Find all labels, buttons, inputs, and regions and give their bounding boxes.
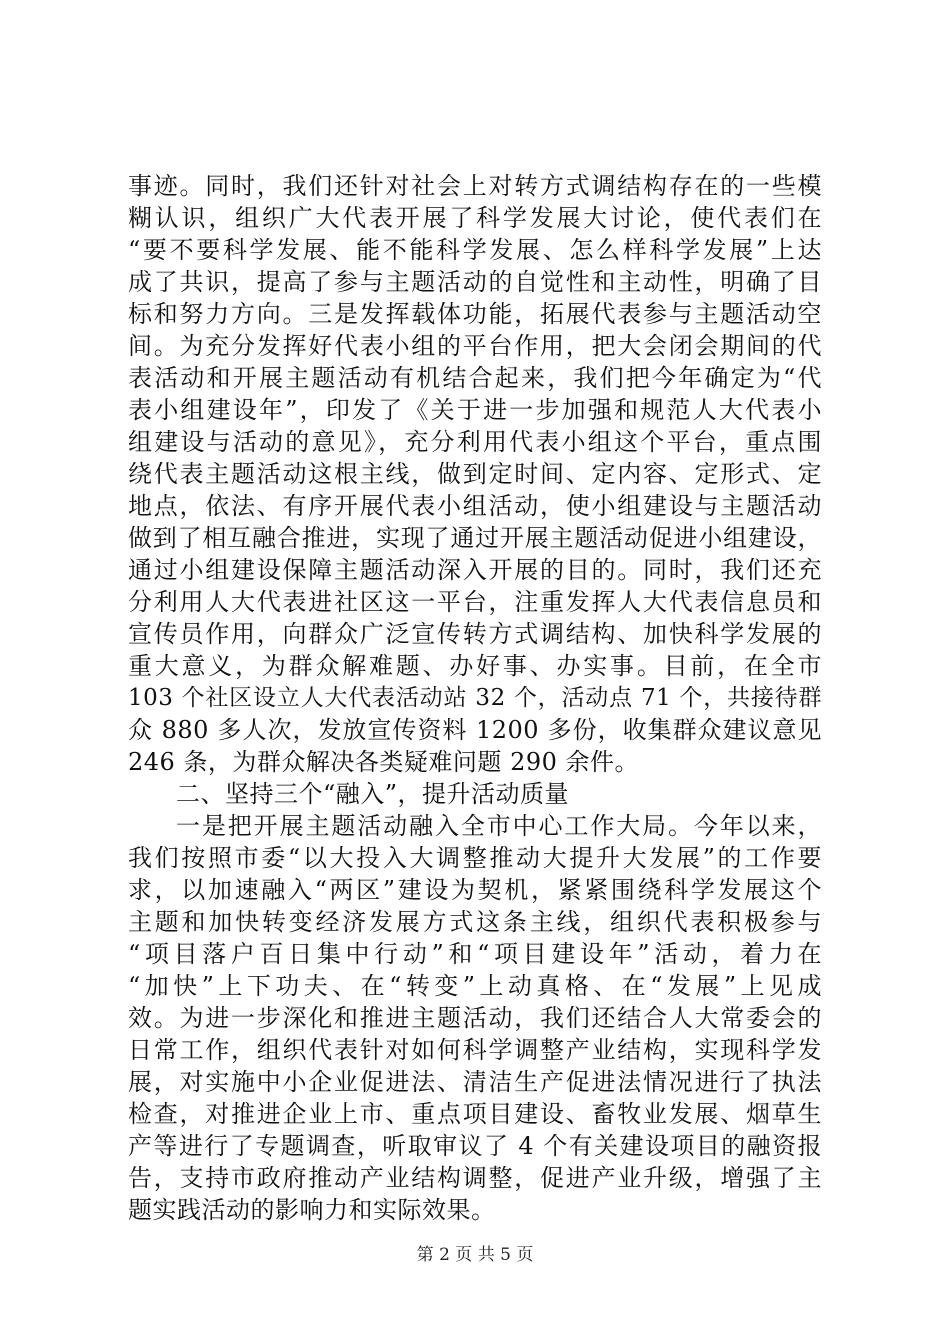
paragraph-line: 求，以加速融入“两区”建设为契机，紧紧围绕科学发展这个 — [128, 876, 822, 904]
paragraph-line: 表活动和开展主题活动有机结合起来，我们把今年确定为“代 — [128, 364, 822, 392]
paragraph-line: 表小组建设年”，印发了《关于进一步加强和规范人大代表小 — [128, 396, 822, 424]
paragraph-line: 展，对实施中小企业促进法、清洁生产促进法情况进行了执法 — [128, 1068, 822, 1096]
paragraph-line: 成了共识，提高了参与主题活动的自觉性和主动性，明确了目 — [128, 268, 822, 296]
document-body — [128, 170, 822, 1226]
paragraph-line: 我们按照市委“以大投入大调整推动大提升大发展”的工作要 — [128, 844, 822, 872]
paragraph-line: 主题和加快转变经济发展方式这条主线，组织代表积极参与 — [128, 908, 822, 936]
page-number-footer: 第 2 页 共 5 页 — [416, 1245, 534, 1265]
paragraph-line: 效。为进一步深化和推进主题活动，我们还结合人大常委会的 — [128, 1004, 822, 1032]
paragraph-line: 糊认识，组织广大代表开展了科学发展大讨论，使代表们在 — [128, 204, 822, 232]
paragraph-line: 告，支持市政府推动产业结构调整，促进产业升级，增强了主 — [128, 1164, 822, 1192]
paragraph-line: 分利用人大代表进社区这一平台，注重发挥人大代表信息员和 — [128, 588, 822, 616]
paragraph-line: 做到了相互融合推进，实现了通过开展主题活动促进小组建设， — [128, 524, 822, 552]
paragraph-line: 宣传员作用，向群众广泛宣传转方式调结构、加快科学发展的 — [128, 620, 822, 648]
paragraph-line: 标和努力方向。三是发挥载体功能，拓展代表参与主题活动空 — [128, 300, 822, 328]
paragraph-line: 众 880 多人次，发放宣传资料 1200 多份，收集群众建议意见 — [128, 716, 822, 744]
paragraph-line: “项目落户百日集中行动”和“项目建设年”活动，着力在 — [128, 940, 822, 968]
paragraph-line: 重大意义，为群众解难题、办好事、办实事。目前，在全市 — [128, 652, 822, 680]
paragraph-line: 日常工作，组织代表针对如何科学调整产业结构，实现科学发 — [128, 1036, 822, 1064]
paragraph-line: 题实践活动的影响力和实际效果。 — [128, 1196, 496, 1224]
paragraph-line: 103 个社区设立人大代表活动站 32 个，活动点 71 个，共接待群 — [128, 685, 822, 711]
paragraph-line: 组建设与活动的意见》，充分利用代表小组这个平台，重点围 — [128, 428, 822, 456]
paragraph-line: 检查，对推进企业上市、重点项目建设、畜牧业发展、烟草生 — [128, 1100, 822, 1128]
paragraph-line: 事迹。同时，我们还针对社会上对转方式调结构存在的一些模 — [128, 172, 822, 200]
section-heading: 二、坚持三个“融入”，提升活动质量 — [176, 780, 570, 808]
paragraph-line: 绕代表主题活动这根主线，做到定时间、定内容、定形式、定 — [128, 460, 822, 488]
paragraph-line: 246 条，为群众解决各类疑难问题 290 余件。 — [128, 748, 640, 776]
paragraph-line: 通过小组建设保障主题活动深入开展的目的。同时，我们还充 — [128, 556, 822, 584]
paragraph-line: 地点，依法、有序开展代表小组活动，使小组建设与主题活动 — [128, 492, 822, 520]
paragraph-line: 产等进行了专题调查，听取审议了 4 个有关建设项目的融资报 — [128, 1132, 822, 1160]
paragraph-line: “加快”上下功夫、在“转变”上动真格、在“发展”上见成 — [128, 972, 822, 1000]
paragraph-line: 间。为充分发挥好代表小组的平台作用，把大会闭会期间的代 — [128, 332, 822, 360]
paragraph-line: “要不要科学发展、能不能科学发展、怎么样科学发展”上达 — [128, 236, 822, 264]
paragraph-line: 一是把开展主题活动融入全市中心工作大局。今年以来， — [176, 812, 822, 840]
